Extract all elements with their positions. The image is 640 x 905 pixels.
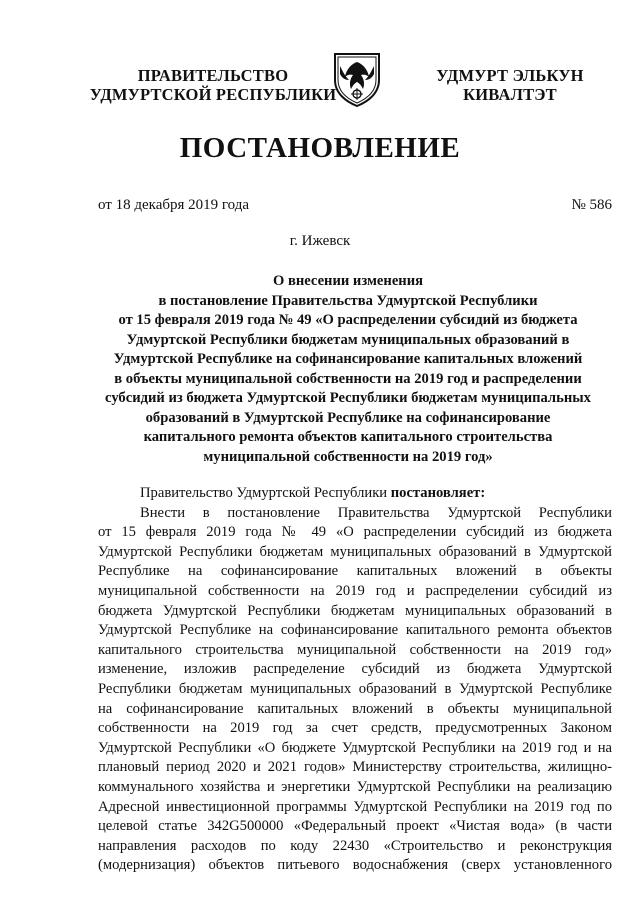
document-city: г. Ижевск bbox=[289, 233, 351, 249]
body-line: муниципальной собственности на 2019 год и распределении субсидий из bbox=[98, 582, 612, 599]
body-line: Удмуртской Республике на софинансирование капитального ремонта объектов bbox=[98, 622, 612, 639]
issuer-line-2: УДМУРТСКОЙ РЕСПУБЛИКИ bbox=[89, 85, 337, 104]
udmurt-coat-of-arms-icon bbox=[331, 50, 383, 108]
document-heading bbox=[88, 272, 608, 467]
heading-line: от 15 февраля 2019 года № 49 «О распределении субсидий из бюджета bbox=[118, 312, 578, 328]
heading-line: в постановление Правительства Удмуртской Республики bbox=[158, 292, 538, 309]
body-line: Внести в постановление Правительства Удмуртской Республики bbox=[140, 504, 612, 521]
heading-line: субсидий из бюджета Удмуртской Республики бюджетам муниципальных bbox=[105, 390, 591, 406]
issuer-udmurt-line-1: УДМУРТ ЭЛЬКУН bbox=[436, 66, 584, 85]
heading-line: Удмуртской Республике на софинансирование капитальных вложений bbox=[113, 351, 583, 367]
document-type-title: ПОСТАНОВЛЕНИЕ bbox=[179, 132, 461, 164]
body-line: изменение, изложив распределение субсидий из бюджета Удмуртской bbox=[98, 661, 612, 678]
body-line: от 15 февраля 2019 года № 49 «О распределении субсидий из бюджета bbox=[98, 524, 612, 541]
heading-line: муниципальной собственности на 2019 год» bbox=[203, 448, 493, 465]
body-opening-text: Правительство Удмуртской Республики bbox=[140, 485, 391, 501]
issuer-line-1: ПРАВИТЕЛЬСТВО bbox=[137, 66, 289, 85]
body-line: Республики бюджетам муниципальных образований в Удмуртской Республике bbox=[98, 680, 612, 697]
document-date: от 18 декабря 2019 года bbox=[98, 197, 250, 213]
heading-line: Удмуртской Республики бюджетам муниципальных образований в bbox=[126, 331, 570, 348]
document-number: № 586 bbox=[571, 197, 612, 213]
body-line: Республике на софинансирование капитальных вложений в объекты bbox=[98, 563, 612, 580]
body-line: бюджета Удмуртской Республики бюджетам муниципальных образований в bbox=[98, 602, 612, 619]
body-line: целевой статье 342G500000 «Федеральный проект «Чистая вода» (в части bbox=[98, 818, 612, 835]
body-line: Удмуртской Республики бюджетам муниципальных образований в Удмуртской bbox=[98, 543, 612, 560]
document-body bbox=[98, 484, 612, 876]
body-line: Адресной инвестиционной программы Удмуртской Республики на 2019 год по bbox=[98, 798, 612, 815]
heading-line: в объекты муниципальной собственности на 2019 год и распределении bbox=[114, 370, 582, 387]
body-line: Удмуртской Республики «О бюджете Удмуртской Республики на 2019 год и на bbox=[98, 739, 612, 756]
body-line: собственности на 2019 год за счет средств, предусмотренных Законом bbox=[98, 720, 612, 737]
body-line: плановый период 2020 и 2021 годов» Министерству строительства, жилищно- bbox=[98, 759, 612, 776]
body-line: коммунального хозяйства и энергетики Удмуртской Республики на реализацию bbox=[98, 778, 612, 795]
body-opening-verb: постановляет: bbox=[390, 485, 486, 501]
body-line: на софинансирование капитальных вложений в объекты муниципальной bbox=[98, 700, 612, 717]
body-line: направления расходов по коду 22430 «Строительство и реконструкция bbox=[98, 837, 612, 854]
issuer-name-udmurt bbox=[424, 66, 596, 104]
heading-line: капитального ремонта объектов капитального строительства bbox=[143, 429, 553, 445]
body-line: (модернизация) объектов питьевого водоснабжения (сверх установленного bbox=[98, 857, 612, 874]
issuer-udmurt-line-2: КИВАЛТЭТ bbox=[463, 85, 557, 104]
heading-line: образований в Удмуртской Республике на софинансирование bbox=[145, 409, 551, 426]
issuer-name-russian bbox=[88, 66, 338, 104]
body-line: капитального строительства муниципальной собственности на 2019 год» bbox=[98, 641, 612, 658]
body-opening-line bbox=[98, 484, 612, 504]
heading-line: О внесении изменения bbox=[272, 273, 424, 289]
